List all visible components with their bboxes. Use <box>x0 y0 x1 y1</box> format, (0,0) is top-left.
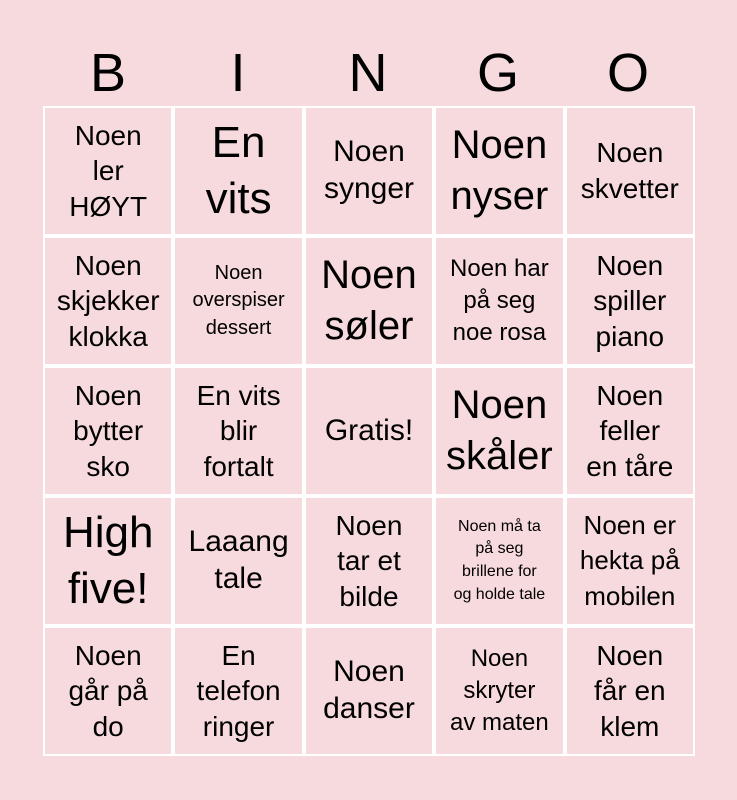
bingo-cell[interactable] <box>436 628 562 754</box>
bingo-cell[interactable] <box>306 498 432 624</box>
bingo-cell-text: Laaang tale <box>188 525 289 595</box>
bingo-cell[interactable] <box>436 108 562 234</box>
bingo-cell-text: Noen bytter sko <box>73 379 144 482</box>
bingo-cell[interactable] <box>45 238 171 364</box>
bingo-cell[interactable] <box>567 368 693 494</box>
bingo-cell-text: Noen tar et bilde <box>335 509 403 612</box>
bingo-cell-text: Noen spiller piano <box>593 249 667 352</box>
bingo-cell-text: Noen går på do <box>68 639 148 742</box>
bingo-cell[interactable] <box>567 238 693 364</box>
bingo-cell-text: Noen får en klem <box>593 639 666 742</box>
header-letter-o: O <box>606 43 649 103</box>
bingo-cell[interactable] <box>567 108 693 234</box>
bingo-cell[interactable] <box>45 628 171 754</box>
bingo-cell[interactable] <box>436 238 562 364</box>
bingo-cell-text: Noen skjekker klokka <box>56 249 160 352</box>
bingo-cell-text: Noen har på seg noe rosa <box>450 255 549 346</box>
bingo-cell-text: Gratis! <box>324 413 414 447</box>
bingo-cell-text: Noen danser <box>323 655 415 725</box>
bingo-cell[interactable] <box>436 498 562 624</box>
bingo-cell[interactable] <box>175 238 301 364</box>
bingo-cell[interactable] <box>567 628 693 754</box>
bingo-cell[interactable] <box>436 368 562 494</box>
header-letter-b: B <box>89 43 127 103</box>
bingo-cell[interactable] <box>45 498 171 624</box>
bingo-cell[interactable] <box>567 498 693 624</box>
bingo-cell-text: Noen overspiser dessert <box>192 261 285 339</box>
bingo-cell-text: High five! <box>62 507 154 613</box>
bingo-cell-text: En telefon ringer <box>196 639 281 742</box>
bingo-cell-text: En vits <box>205 117 272 223</box>
bingo-cell-free[interactable] <box>306 368 432 494</box>
bingo-cell[interactable] <box>45 108 171 234</box>
bingo-cell[interactable] <box>306 238 432 364</box>
bingo-cell-text: Noen synger <box>323 135 415 205</box>
header-letter-n: N <box>348 43 388 103</box>
bingo-cell-text: Noen er hekta på mobilen <box>579 510 680 611</box>
bingo-cell[interactable] <box>306 108 432 234</box>
bingo-cell-text: Noen feller en tåre <box>586 379 674 482</box>
bingo-cell[interactable] <box>175 628 301 754</box>
bingo-header <box>43 40 693 106</box>
bingo-cell-text: En vits blir fortalt <box>196 379 281 482</box>
header-letter-i: I <box>230 43 246 103</box>
bingo-cell[interactable] <box>45 368 171 494</box>
bingo-cell-text: Noen ler HØYT <box>69 119 148 222</box>
bingo-cell-text: Noen søler <box>321 252 417 348</box>
bingo-cell[interactable] <box>175 498 301 624</box>
bingo-cell-text: Noen må ta på seg brillene for og holde tale <box>453 517 546 603</box>
bingo-cell-text: Noen skryter av maten <box>450 645 549 736</box>
bingo-cell[interactable] <box>175 368 301 494</box>
bingo-cell[interactable] <box>306 628 432 754</box>
bingo-cell-text: Noen skvetter <box>580 137 679 204</box>
bingo-board <box>43 106 695 756</box>
bingo-cell-text: Noen skåler <box>446 382 553 478</box>
bingo-cell[interactable] <box>175 108 301 234</box>
header-letter-g: G <box>476 43 519 103</box>
bingo-cell-text: Noen nyser <box>450 122 549 218</box>
